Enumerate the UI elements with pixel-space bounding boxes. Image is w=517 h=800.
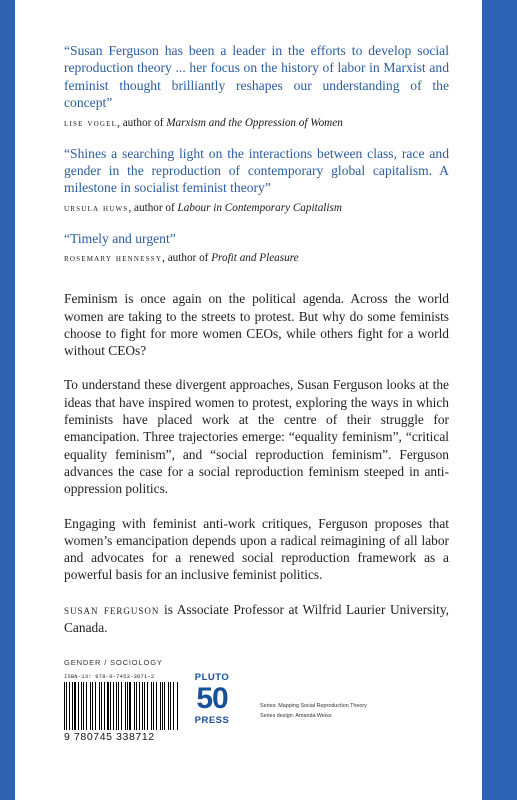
barcode-bar	[125, 682, 126, 730]
author-bio	[64, 601, 449, 637]
barcode-bar	[66, 682, 67, 730]
barcode-bar	[78, 682, 79, 730]
barcode-bar	[72, 682, 73, 730]
barcode	[64, 682, 179, 730]
barcode-bar	[136, 682, 137, 730]
barcode-bar	[104, 682, 105, 730]
barcode-bar	[173, 682, 175, 730]
barcode-bar	[139, 682, 140, 730]
series-credits	[260, 701, 367, 721]
barcode-bar	[110, 682, 111, 730]
isbn-label: ISBN-13: 978-0-7453-3871-2	[64, 674, 155, 680]
author-bio-text: is Associate Professor at Wilfrid Laurier University, Canada.	[64, 601, 449, 635]
attribution-connector: , author of	[117, 116, 167, 129]
endorser-name: lise vogel	[64, 117, 118, 129]
barcode-bar	[164, 682, 165, 730]
series-line: Series: Mapping Social Reproduction Theory	[260, 703, 367, 709]
barcode-bar	[147, 682, 148, 730]
design-line: Series design: Amanda Weiss	[260, 713, 332, 719]
cover-footer	[64, 658, 464, 743]
endorser-name: ursula huws	[64, 202, 129, 214]
blurb-paragraph-3: Engaging with feminist anti-work critiques, Ferguson proposes that women’s emancipation depends upon a radical reimagining of all labor and advocates for a renewed social reproduction framework as a powerful basis for an inclusive feminist politics.	[64, 515, 449, 583]
author-name: susan ferguson	[64, 602, 160, 617]
barcode-bar	[83, 682, 84, 730]
attribution-connector: , author of	[162, 252, 212, 265]
barcode-bar	[134, 682, 135, 730]
endorser-book: Labour in Contemporary Capitalism	[177, 201, 342, 214]
barcode-bar	[86, 682, 87, 730]
barcode-bar	[127, 682, 128, 730]
endorsement-attribution	[64, 201, 449, 216]
endorsement-2	[64, 145, 449, 216]
subject-category: GENDER / SOCIOLOGY	[64, 658, 163, 667]
barcode-bar	[81, 682, 82, 730]
barcode-bar	[95, 682, 96, 730]
endorsement-3	[64, 230, 449, 266]
barcode-bar	[151, 682, 153, 730]
barcode-bar	[64, 682, 65, 730]
barcode-bar	[90, 682, 91, 730]
isbn-digits: 9 780745 338712	[64, 731, 155, 743]
endorser-name: rosemary hennessy	[64, 253, 163, 265]
endorsement-attribution	[64, 251, 449, 266]
endorsement-quote: “Shines a searching light on the interactions between class, race and gender in the reproduction of contemporary global capitalism. A milestone in socialist feminist theory”	[64, 145, 449, 196]
barcode-bar	[153, 682, 154, 730]
barcode-bar	[118, 682, 119, 730]
cover-text	[64, 42, 449, 653]
logo-bottom-text: PRESS	[194, 715, 230, 726]
right-color-stripe	[482, 0, 517, 800]
barcode-bar	[113, 682, 114, 730]
endorser-book: Profit and Pleasure	[211, 252, 299, 265]
logo-top-text: PLUTO	[194, 672, 230, 683]
barcode-bar	[142, 682, 143, 730]
barcode-bar	[162, 682, 163, 730]
barcode-bar	[160, 682, 161, 730]
barcode-bar	[144, 682, 145, 730]
barcode-bar	[101, 682, 102, 730]
barcode-bar	[121, 682, 122, 730]
endorsement-quote: “Susan Ferguson has been a leader in the efforts to develop social reproduction theory ... her focus on the history of labor in Marxist and feminist thought brilliantly reshapes our understanding of the concept”	[64, 43, 449, 111]
endorser-book: Marxism and the Oppression of Women	[166, 116, 343, 129]
barcode-bar	[170, 682, 171, 730]
endorsement-attribution	[64, 116, 449, 131]
barcode-bar	[74, 682, 76, 730]
blurb-paragraph-1: Feminism is once again on the political agenda. Across the world women are taking to the streets to protest. But why do some feminists choose to fight for more women CEOs, while others fight for a world without CEOs?	[64, 291, 449, 359]
blurb-paragraph-2: To understand these divergent approaches, Susan Ferguson looks at the ideas that have inspired women to protest, exploring the ways in which feminists have placed work at the centre of their struggle for emancipation. Three trajectories emerge: “equality feminism”, “critical equality feminism”, and “social reproduction feminism”. Ferguson advances the case for a social reproduction feminism steeped in anti-oppression politics.	[64, 377, 449, 497]
barcode-bar	[116, 682, 117, 730]
barcode-bar	[107, 682, 109, 730]
barcode-bar	[69, 682, 70, 730]
barcode-bar	[168, 682, 169, 730]
left-color-stripe	[0, 0, 15, 800]
barcode-bar	[156, 682, 157, 730]
barcode-bar	[92, 682, 94, 730]
pluto-press-logo	[187, 672, 237, 744]
endorsement-quote: “Timely and urgent”	[64, 230, 176, 246]
barcode-bar	[99, 682, 100, 730]
barcode-bar	[129, 682, 131, 730]
barcode-block	[64, 674, 179, 746]
attribution-connector: , author of	[128, 201, 178, 214]
barcode-bar	[177, 682, 178, 730]
logo-number: 50	[196, 682, 228, 715]
endorsement-1	[64, 42, 449, 131]
